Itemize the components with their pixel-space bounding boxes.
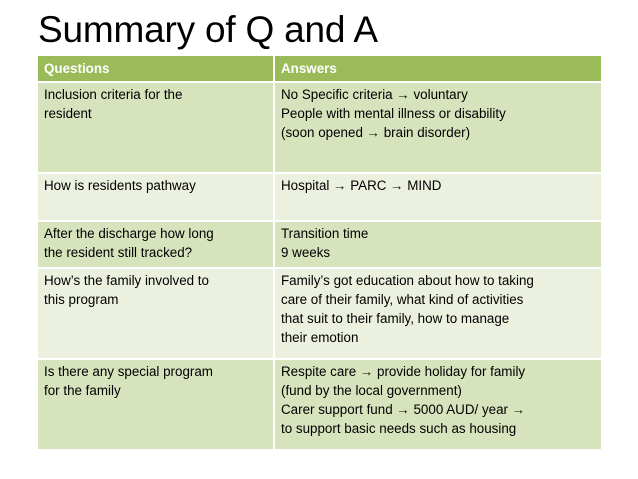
answer-line: Transition time (281, 226, 369, 241)
question-line: How’s the family involved to (44, 273, 209, 288)
question-line: How is residents pathway (44, 178, 196, 193)
question-cell (38, 268, 274, 359)
question-line: resident (44, 106, 92, 121)
question-cell (38, 173, 274, 221)
question-line: for the family (44, 383, 121, 398)
table-row (38, 221, 601, 268)
answer-cell (274, 82, 601, 173)
answer-line: No Specific criteria → voluntary (281, 87, 468, 102)
table-row (38, 359, 601, 450)
question-line: Inclusion criteria for the (44, 87, 183, 102)
answer-line: Carer support fund → 5000 AUD/ year → (281, 402, 526, 417)
answer-line: 9 weeks (281, 245, 331, 260)
table-header-row (38, 56, 601, 82)
answer-line: their emotion (281, 330, 359, 345)
answer-cell (274, 221, 601, 268)
question-line: the resident still tracked? (44, 245, 193, 260)
question-cell (38, 82, 274, 173)
answer-line: care of their family, what kind of activities (281, 292, 524, 307)
table-row (38, 173, 601, 221)
page-title: Summary of Q and A (38, 9, 378, 50)
answer-cell (274, 359, 601, 450)
table-row (38, 268, 601, 359)
table-row (38, 82, 601, 173)
answer-line: (fund by the local government) (281, 383, 462, 398)
answer-line: Respite care → provide holiday for family (281, 364, 526, 379)
answer-cell (274, 268, 601, 359)
answer-line: that suit to their family, how to manage (281, 311, 510, 326)
answer-line: Hospital → PARC → MIND (281, 178, 442, 193)
question-line: After the discharge how long (44, 226, 214, 241)
answer-line: People with mental illness or disability (281, 106, 506, 121)
qa-table (38, 56, 601, 451)
answer-line: (soon opened → brain disorder) (281, 125, 471, 140)
answer-line: to support basic needs such as housing (281, 421, 517, 436)
question-cell (38, 221, 274, 268)
question-line: Is there any special program (44, 364, 213, 379)
column-header-answers: Answers (274, 56, 601, 82)
question-line: this program (44, 292, 119, 307)
answer-cell (274, 173, 601, 221)
answer-line: Family’s got education about how to taking (281, 273, 534, 288)
column-header-questions: Questions (38, 56, 274, 82)
question-cell (38, 359, 274, 450)
